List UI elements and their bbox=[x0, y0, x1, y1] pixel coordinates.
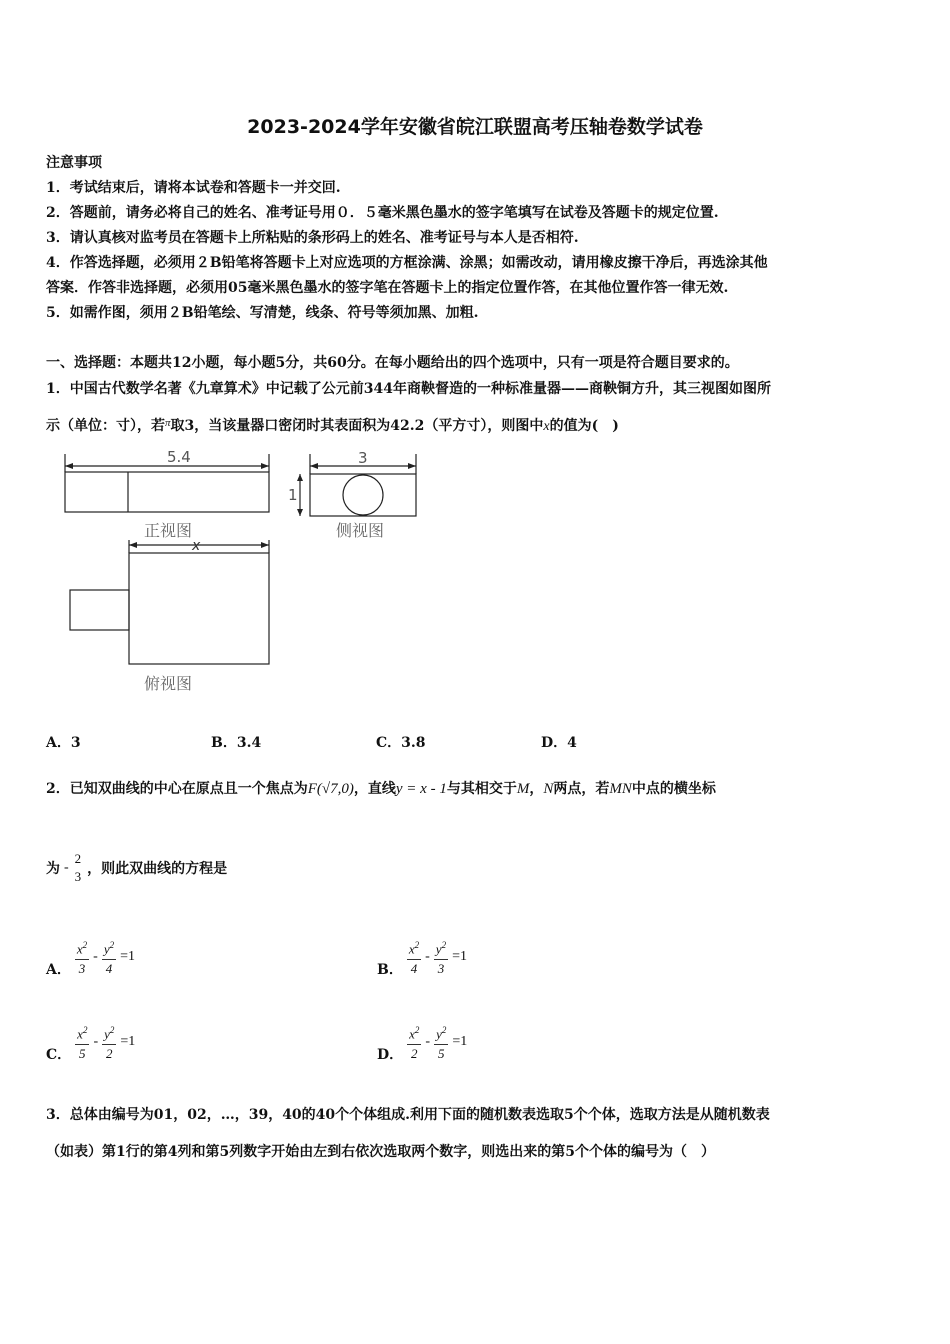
q3-line1: 3．总体由编号为01，02，…，39，40的40个个体组成.利用下面的随机数表选取5个个体，选取方法是从随机数表 bbox=[46, 1107, 770, 1123]
q1-line2 bbox=[46, 415, 619, 435]
q2-text-c: 与其相交于 bbox=[446, 781, 517, 797]
q2-text-e: 中点的横坐标 bbox=[631, 781, 716, 797]
q1-text-a: 示（单位：寸），若 bbox=[46, 418, 165, 434]
q2-fraction: 2 3 bbox=[74, 851, 82, 884]
notice-item: 答案．作答非选择题，必须用05毫米黑色墨水的签字笔在答题卡上的指定位置作答，在其他位置作答一律无效. bbox=[46, 280, 729, 296]
q2-text-g: ，则此双曲线的方程是 bbox=[87, 861, 228, 877]
q2-text-f: 为 bbox=[46, 861, 60, 877]
q2-MN: MN bbox=[609, 781, 632, 797]
q1-line1: 1．中国古代数学名著《九章算术》中记载了公元前344年商鞅督造的一种标准量器——商鞅铜方升，其三视图如图所 bbox=[46, 381, 771, 397]
top-dimension-label: x bbox=[192, 538, 201, 554]
notice-item: 4．作答选择题，必须用２B铅笔将答题卡上对应选项的方框涂满、涂黑；如需改动，请用橡皮擦干净后，再选涂其他 bbox=[46, 255, 768, 271]
notice-heading: 注意事项 bbox=[46, 155, 102, 171]
side-view-label: 侧视图 bbox=[336, 521, 385, 540]
height-dimension-label: 1 bbox=[288, 486, 298, 504]
q2-M: M bbox=[516, 781, 530, 797]
q1-option-b[interactable]: B．3.4 bbox=[211, 735, 262, 751]
q3-line2: （如表）第1行的第4列和第5列数字开始由左到右依次选取两个数字，则选出来的第5个个体的编号为（ ） bbox=[46, 1144, 715, 1160]
q2-option-a[interactable]: A． $\frac{x^2}{3}$ - $\frac{y^2}{4}$ =1 bbox=[46, 935, 135, 979]
pi-symbol: π bbox=[165, 417, 171, 429]
q2-neg: - bbox=[64, 860, 69, 875]
q1-text-b: 取3，当该量器口密闭时其表面积为42.2（平方寸），则图中 bbox=[170, 418, 544, 434]
top-view-handle bbox=[70, 590, 129, 630]
q2-option-b[interactable]: B． $\frac{x^2}{4}$ - $\frac{y^2}{3}$ =1 bbox=[377, 935, 467, 979]
side-view-circle bbox=[343, 475, 383, 515]
q1-text-c: 的值为( ) bbox=[549, 418, 619, 434]
front-view-label: 正视图 bbox=[144, 521, 193, 540]
q1-option-d[interactable]: D．4 bbox=[541, 735, 577, 751]
q2-line2 bbox=[46, 850, 227, 886]
notice-item: 2．答题前，请务必将自己的姓名、准考证号用０．５毫米黑色墨水的签字笔填写在试卷及答题卡的规定位置. bbox=[46, 205, 719, 221]
side-dimension-label: 3 bbox=[358, 449, 368, 467]
q2-sep: ， bbox=[529, 781, 544, 797]
q2-text-a: 2．已知双曲线的中心在原点且一个焦点为 bbox=[46, 781, 308, 797]
top-view-label: 俯视图 bbox=[144, 674, 193, 693]
notice-item: 1．考试结束后，请将本试卷和答题卡一并交回. bbox=[46, 180, 341, 196]
front-dimension-label: 5.4 bbox=[167, 448, 191, 466]
q2-option-d[interactable]: D． $\frac{x^2}{2}$ - $\frac{y^2}{5}$ =1 bbox=[377, 1020, 467, 1064]
q2-text-d: 两点，若 bbox=[553, 781, 610, 797]
q2-line1 bbox=[46, 778, 716, 798]
notice-item: 3．请认真核对监考员在答题卡上所粘贴的条形码上的姓名、准考证号与本人是否相符. bbox=[46, 230, 579, 246]
front-view-rect bbox=[65, 472, 269, 512]
q2-text-b: ，直线 bbox=[353, 781, 396, 797]
q1-x: x bbox=[543, 419, 550, 434]
side-view-rect bbox=[310, 474, 416, 516]
three-view-figure bbox=[60, 448, 440, 700]
notice-item: 5．如需作图，须用２B铅笔绘、写清楚，线条、符号等须加黑、加粗. bbox=[46, 305, 479, 321]
q1-option-c[interactable]: C．3.8 bbox=[376, 735, 426, 751]
q2-line-eq: y = x - 1 bbox=[395, 781, 447, 797]
q2-option-c[interactable]: C． $\frac{x^2}{5}$ - $\frac{y^2}{2}$ =1 bbox=[46, 1020, 135, 1064]
q1-option-a[interactable]: A．3 bbox=[46, 735, 81, 751]
q2-N: N bbox=[543, 781, 554, 797]
q2-focus: F(√7,0) bbox=[307, 781, 354, 797]
section-heading: 一、选择题：本题共12小题，每小题5分，共60分。在每小题给出的四个选项中，只有一项是符合题目要求的。 bbox=[46, 355, 739, 371]
page-title: 2023-2024学年安徽省皖江联盟高考压轴卷数学试卷 bbox=[247, 116, 703, 138]
top-view-rect bbox=[129, 553, 269, 664]
